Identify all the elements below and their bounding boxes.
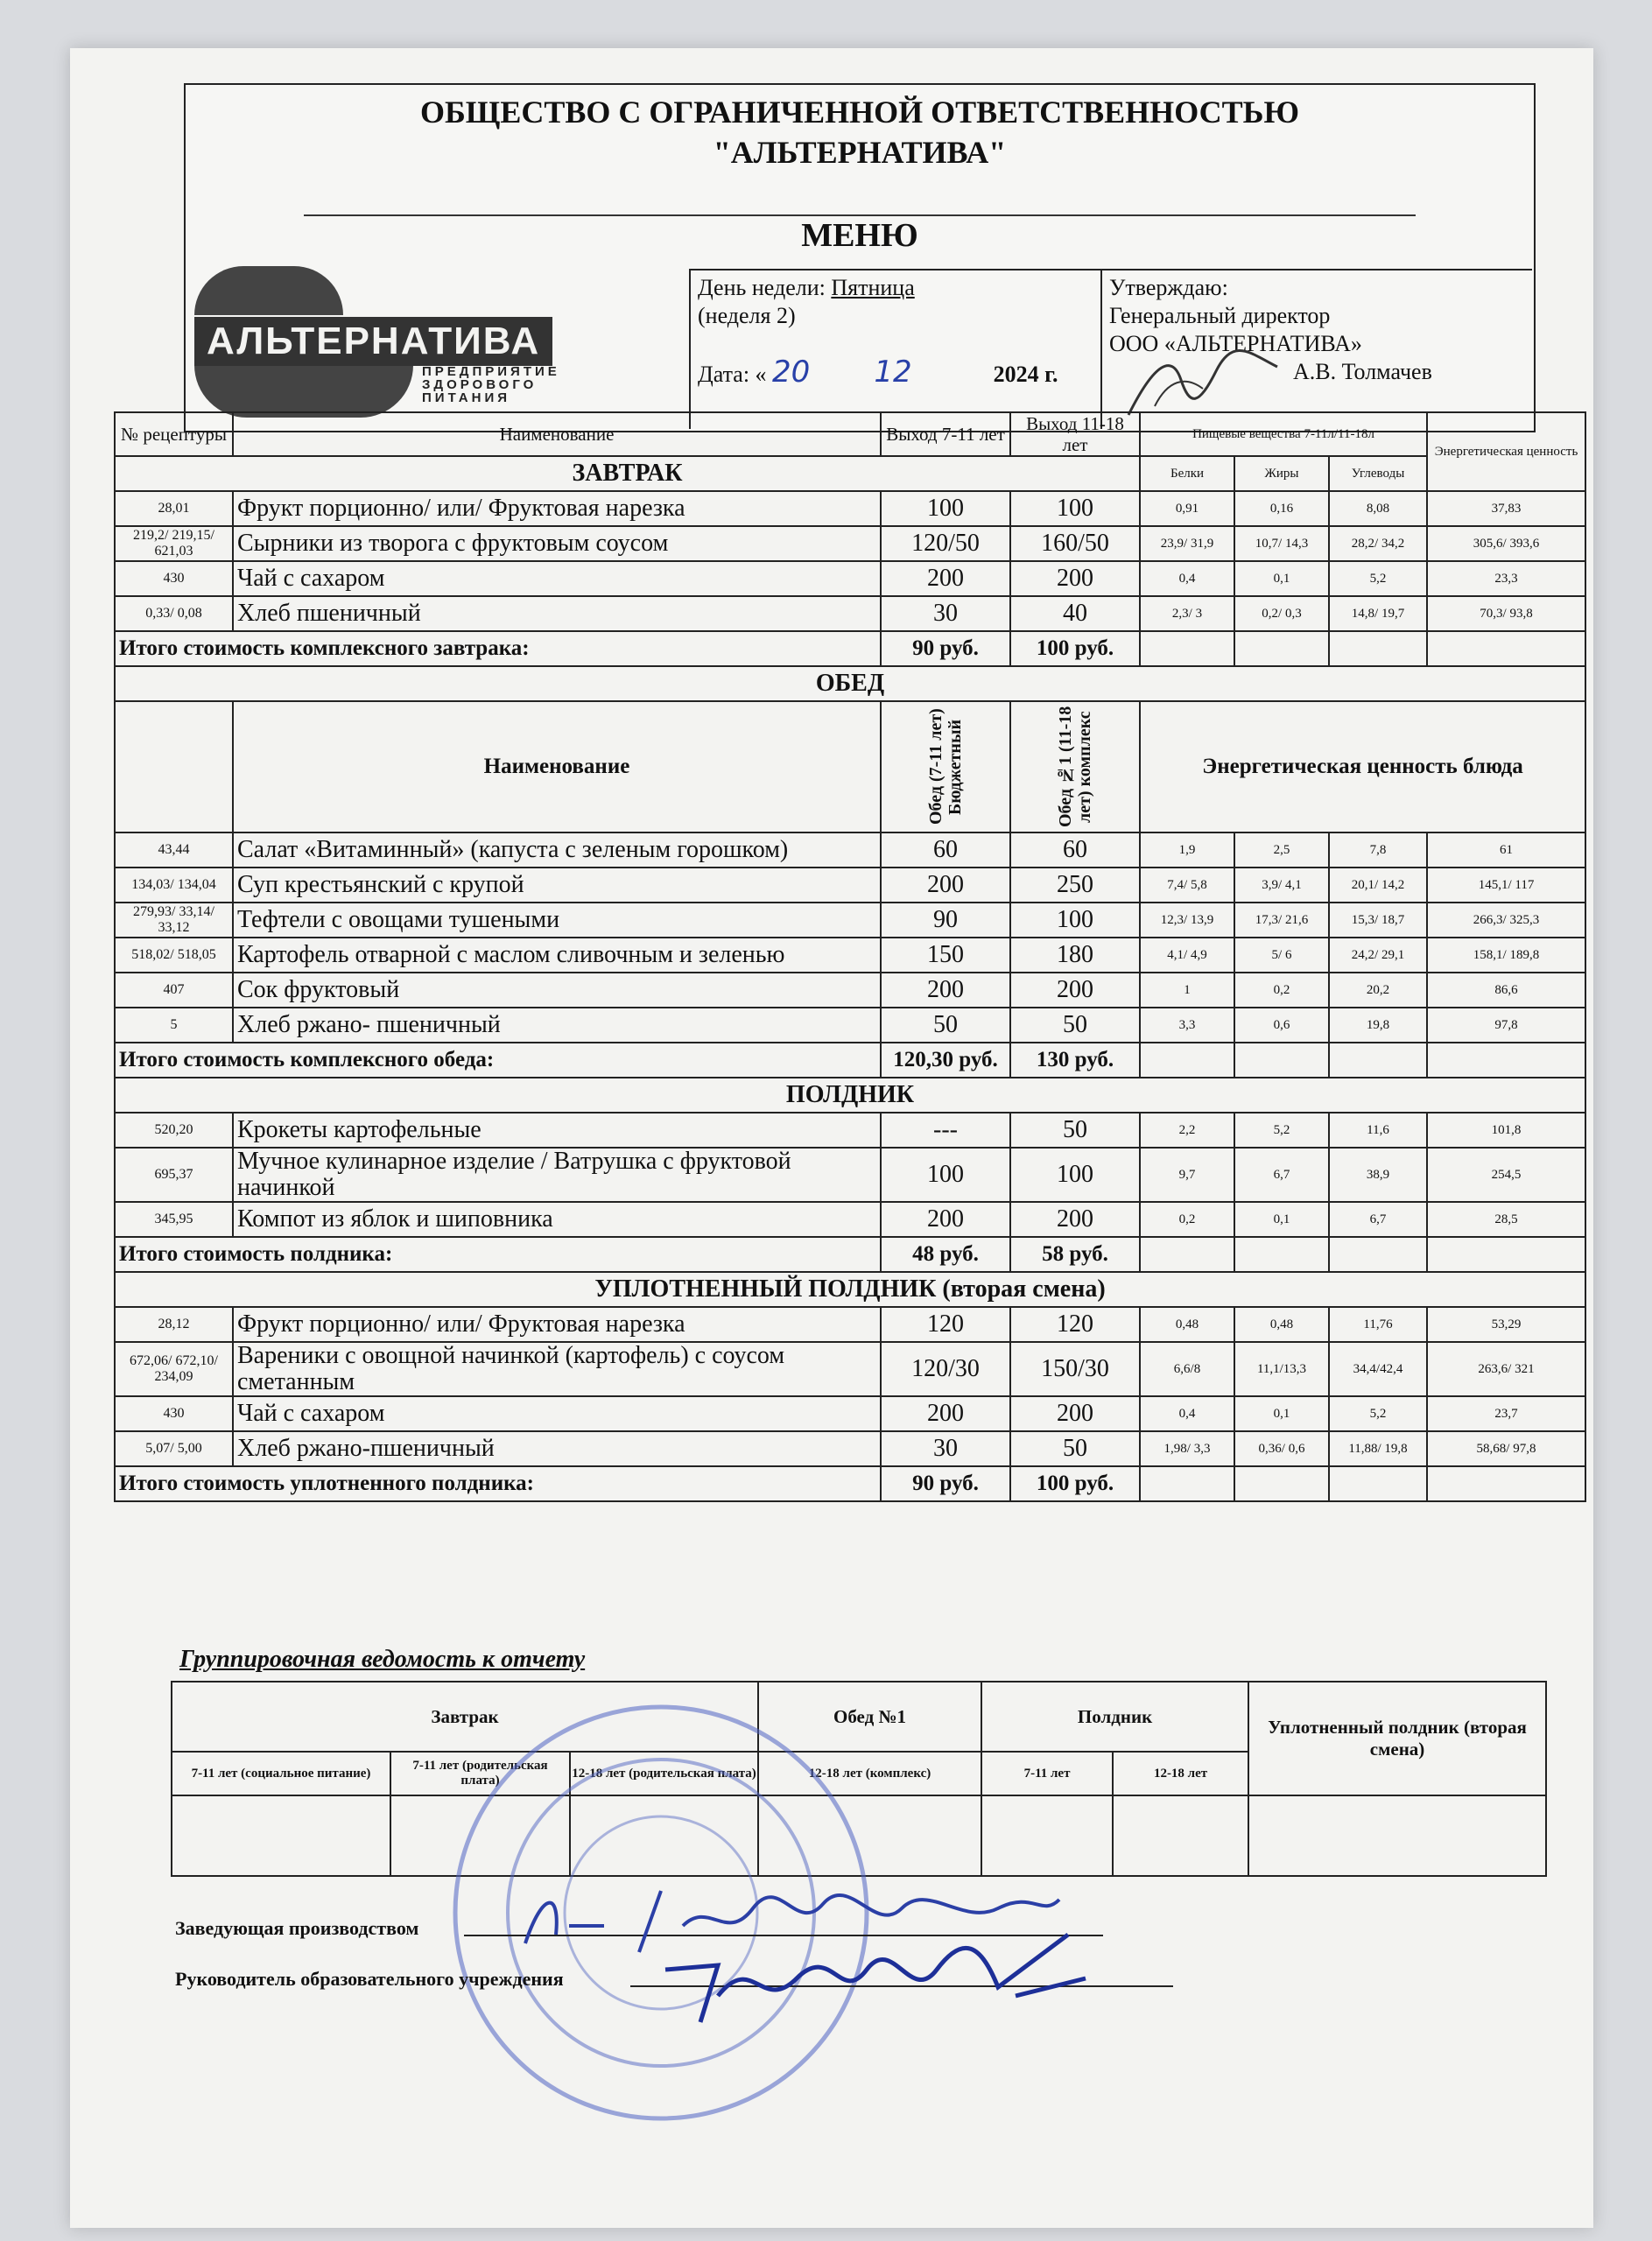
- carbs-value: 15,3/ 18,7: [1329, 903, 1427, 938]
- dense-snack-row: [115, 1307, 1585, 1342]
- company-logo: [186, 264, 689, 429]
- dense-total-7-11: 90 руб.: [881, 1466, 1010, 1501]
- carbs-value: 20,1/ 14,2: [1329, 868, 1427, 903]
- grp-sub-social: 7-11 лет (социальное питание): [172, 1752, 390, 1795]
- lunch-col-energy: Энергетическая ценность блюда: [1140, 701, 1585, 832]
- lunch-row: [115, 868, 1585, 903]
- col-name: Наименование: [233, 412, 881, 456]
- dish-name: Фрукт порционно/ или/ Фруктовая нарезка: [233, 1307, 881, 1342]
- fat-value: 6,7: [1234, 1148, 1329, 1202]
- fat-value: 11,1/13,3: [1234, 1342, 1329, 1396]
- dense-snack-rows: [115, 1307, 1585, 1466]
- dish-name: Крокеты картофельные: [233, 1113, 881, 1148]
- logo-subtitle: ПРЕДПРИЯТИЕ ЗДОРОВОГО ПИТАНИЯ: [422, 364, 560, 405]
- output-7-11: 120/50: [881, 526, 1010, 561]
- grp-sub-parent-7-11: 7-11 лет (родительская плата): [390, 1752, 570, 1795]
- output-7-11: 200: [881, 1202, 1010, 1237]
- breakfast-row: [115, 596, 1585, 631]
- carbs-value: 14,8/ 19,7: [1329, 596, 1427, 631]
- energy-value: 101,8: [1427, 1113, 1585, 1148]
- snack-total-7-11: 48 руб.: [881, 1237, 1010, 1272]
- section-lunch: ОБЕД: [115, 666, 1585, 701]
- energy-value: 145,1/ 117: [1427, 868, 1585, 903]
- protein-value: 2,3/ 3: [1140, 596, 1234, 631]
- dish-name: Хлеб ржано-пшеничный: [233, 1431, 881, 1466]
- protein-value: 9,7: [1140, 1148, 1234, 1202]
- document-header: [184, 83, 1536, 432]
- lunch-row: [115, 973, 1585, 1008]
- dish-name: Сок фруктовый: [233, 973, 881, 1008]
- output-11-18: 60: [1010, 832, 1140, 868]
- output-7-11: 200: [881, 561, 1010, 596]
- grp-sub-snack-7-11: 7-11 лет: [981, 1752, 1113, 1795]
- output-7-11: 30: [881, 596, 1010, 631]
- director-name: А.В. Толмачев: [1293, 359, 1432, 384]
- carbs-value: 6,7: [1329, 1202, 1427, 1237]
- output-7-11: 100: [881, 491, 1010, 526]
- carbs-value: 11,88/ 19,8: [1329, 1431, 1427, 1466]
- breakfast-row: [115, 561, 1585, 596]
- output-11-18: 50: [1010, 1008, 1140, 1043]
- day-value: Пятница: [831, 275, 915, 300]
- protein-value: 1,98/ 3,3: [1140, 1431, 1234, 1466]
- lunch-col-complex: Обед №1 (11-18 лет) комплекс: [1056, 706, 1094, 828]
- dish-name: Мучное кулинарное изделие / Ватрушка с фруктовой начинкой: [233, 1148, 881, 1202]
- recipe-code: 520,20: [115, 1113, 233, 1148]
- protein-value: 3,3: [1140, 1008, 1234, 1043]
- dense-snack-row: [115, 1342, 1585, 1396]
- breakfast-row: [115, 491, 1585, 526]
- recipe-code: 279,93/ 33,14/ 33,12: [115, 903, 233, 938]
- protein-value: 2,2: [1140, 1113, 1234, 1148]
- protein-value: 23,9/ 31,9: [1140, 526, 1234, 561]
- logo-wordmark: АЛЬТЕРНАТИВА: [194, 317, 552, 366]
- section-snack: ПОЛДНИК: [115, 1078, 1585, 1113]
- protein-value: 6,6/8: [1140, 1342, 1234, 1396]
- protein-value: 0,2: [1140, 1202, 1234, 1237]
- output-7-11: 150: [881, 938, 1010, 973]
- week-number: (неделя 2): [698, 303, 796, 328]
- dense-snack-row: [115, 1396, 1585, 1431]
- output-11-18: 100: [1010, 903, 1140, 938]
- grp-dense: Уплотненный полдник (вторая смена): [1248, 1682, 1546, 1795]
- fat-value: 0,16: [1234, 491, 1329, 526]
- carbs-value: 38,9: [1329, 1148, 1427, 1202]
- fat-value: 3,9/ 4,1: [1234, 868, 1329, 903]
- energy-value: 266,3/ 325,3: [1427, 903, 1585, 938]
- energy-value: 37,83: [1427, 491, 1585, 526]
- lunch-col-budget: Обед (7-11 лет) Бюджетный: [926, 708, 965, 825]
- school-head-label: Руководитель образовательного учреждения: [175, 1968, 564, 1990]
- production-head-label: Заведующая производством: [175, 1917, 419, 1939]
- carbs-value: 28,2/ 34,2: [1329, 526, 1427, 561]
- output-7-11: ---: [881, 1113, 1010, 1148]
- output-11-18: 200: [1010, 1202, 1140, 1237]
- carbs-value: 5,2: [1329, 1396, 1427, 1431]
- carbs-value: 19,8: [1329, 1008, 1427, 1043]
- grp-cell: [1248, 1795, 1546, 1876]
- snack-row: [115, 1148, 1585, 1202]
- output-11-18: 120: [1010, 1307, 1140, 1342]
- snack-row: [115, 1202, 1585, 1237]
- energy-value: 61: [1427, 832, 1585, 868]
- dense-snack-row: [115, 1431, 1585, 1466]
- dish-name: Картофель отварной с маслом сливочным и зеленью: [233, 938, 881, 973]
- protein-value: 1,9: [1140, 832, 1234, 868]
- fat-value: 2,5: [1234, 832, 1329, 868]
- recipe-code: 672,06/ 672,10/ 234,09: [115, 1342, 233, 1396]
- recipe-code: 518,02/ 518,05: [115, 938, 233, 973]
- recipe-code: 43,44: [115, 832, 233, 868]
- fat-value: 10,7/ 14,3: [1234, 526, 1329, 561]
- organization-name: ОБЩЕСТВО С ОГРАНИЧЕННОЙ ОТВЕТСТВЕННОСТЬЮ "АЛЬТЕРНАТИВА": [420, 95, 1299, 170]
- protein-value: 0,4: [1140, 561, 1234, 596]
- lunch-total-7-11: 120,30 руб.: [881, 1043, 1010, 1078]
- grp-cell: [1113, 1795, 1248, 1876]
- breakfast-total-label: Итого стоимость комплексного завтрака:: [115, 631, 881, 666]
- fat-value: 0,1: [1234, 1202, 1329, 1237]
- grouping-title: Группировочная ведомость к отчету: [179, 1646, 586, 1673]
- protein-value: 1: [1140, 973, 1234, 1008]
- protein-value: 4,1/ 4,9: [1140, 938, 1234, 973]
- breakfast-row: [115, 526, 1585, 561]
- date-month: 12: [874, 355, 912, 390]
- date-year: 2024 г.: [993, 362, 1058, 387]
- page-title: МЕНЮ: [801, 217, 918, 254]
- output-7-11: 30: [881, 1431, 1010, 1466]
- dish-name: Суп крестьянский с крупой: [233, 868, 881, 903]
- recipe-code: 219,2/ 219,15/ 621,03: [115, 526, 233, 561]
- breakfast-rows: [115, 491, 1585, 631]
- date-field: Дата: « 20 12 2024 г.: [698, 355, 1058, 390]
- date-day: 20: [772, 355, 811, 390]
- fat-value: 17,3/ 21,6: [1234, 903, 1329, 938]
- carbs-value: 20,2: [1329, 973, 1427, 1008]
- grp-sub-snack-12-18: 12-18 лет: [1113, 1752, 1248, 1795]
- col-carbs: Углеводы: [1329, 456, 1427, 491]
- grp-lunch: Обед №1: [758, 1682, 981, 1752]
- recipe-code: 28,01: [115, 491, 233, 526]
- col-recipe-no: № рецептуры: [115, 412, 233, 456]
- output-7-11: 200: [881, 973, 1010, 1008]
- protein-value: 0,4: [1140, 1396, 1234, 1431]
- recipe-code: 695,37: [115, 1148, 233, 1202]
- output-11-18: 150/30: [1010, 1342, 1140, 1396]
- fat-value: 0,2/ 0,3: [1234, 596, 1329, 631]
- recipe-code: 430: [115, 561, 233, 596]
- snack-total-11-18: 58 руб.: [1010, 1237, 1140, 1272]
- fat-value: 0,48: [1234, 1307, 1329, 1342]
- lunch-row: [115, 903, 1585, 938]
- dense-total-11-18: 100 руб.: [1010, 1466, 1140, 1501]
- snack-rows: [115, 1113, 1585, 1237]
- lunch-total-label: Итого стоимость комплексного обеда:: [115, 1043, 881, 1078]
- energy-value: 158,1/ 189,8: [1427, 938, 1585, 973]
- output-7-11: 60: [881, 832, 1010, 868]
- output-7-11: 200: [881, 868, 1010, 903]
- recipe-code: 28,12: [115, 1307, 233, 1342]
- lunch-rows: [115, 832, 1585, 1043]
- output-7-11: 120/30: [881, 1342, 1010, 1396]
- protein-value: 7,4/ 5,8: [1140, 868, 1234, 903]
- snack-total-label: Итого стоимость полдника:: [115, 1237, 881, 1272]
- lunch-row: [115, 938, 1585, 973]
- output-11-18: 50: [1010, 1431, 1140, 1466]
- output-11-18: 200: [1010, 1396, 1140, 1431]
- fat-value: 0,6: [1234, 1008, 1329, 1043]
- output-11-18: 200: [1010, 561, 1140, 596]
- breakfast-total-7-11: 90 руб.: [881, 631, 1010, 666]
- grp-cell: [172, 1795, 390, 1876]
- menu-table: [114, 411, 1586, 1502]
- protein-value: 0,91: [1140, 491, 1234, 526]
- grp-sub-complex: 12-18 лет (комплекс): [758, 1752, 981, 1795]
- lunch-total-11-18: 130 руб.: [1010, 1043, 1140, 1078]
- carbs-value: 11,6: [1329, 1113, 1427, 1148]
- dish-name: Салат «Витаминный» (капуста с зеленым горошком): [233, 832, 881, 868]
- output-7-11: 200: [881, 1396, 1010, 1431]
- energy-value: 263,6/ 321: [1427, 1342, 1585, 1396]
- output-11-18: 40: [1010, 596, 1140, 631]
- dish-name: Чай с сахаром: [233, 561, 881, 596]
- snack-row: [115, 1113, 1585, 1148]
- fat-value: 0,36/ 0,6: [1234, 1431, 1329, 1466]
- day-of-week-box: День недели: Пятница (неделя 2) Дата: « 20 12 2024 г.: [689, 269, 1100, 429]
- col-protein: Белки: [1140, 456, 1234, 491]
- recipe-code: 134,03/ 134,04: [115, 868, 233, 903]
- carbs-value: 5,2: [1329, 561, 1427, 596]
- dish-name: Вареники с овощной начинкой (картофель) с соусом сметанным: [233, 1342, 881, 1396]
- recipe-code: 0,33/ 0,08: [115, 596, 233, 631]
- recipe-code: 5: [115, 1008, 233, 1043]
- lunch-row: [115, 1008, 1585, 1043]
- output-7-11: 50: [881, 1008, 1010, 1043]
- carbs-value: 34,4/42,4: [1329, 1342, 1427, 1396]
- output-11-18: 160/50: [1010, 526, 1140, 561]
- output-11-18: 200: [1010, 973, 1140, 1008]
- col-nutrients: Пищевые вещества 7-11л/11-18л: [1140, 412, 1427, 456]
- fat-value: 0,1: [1234, 1396, 1329, 1431]
- dish-name: Компот из яблок и шиповника: [233, 1202, 881, 1237]
- output-11-18: 100: [1010, 1148, 1140, 1202]
- output-7-11: 120: [881, 1307, 1010, 1342]
- recipe-code: 345,95: [115, 1202, 233, 1237]
- fat-value: 5/ 6: [1234, 938, 1329, 973]
- dish-name: Чай с сахаром: [233, 1396, 881, 1431]
- dish-name: Хлеб пшеничный: [233, 596, 881, 631]
- school-head-signature: [648, 1917, 1103, 2040]
- grp-breakfast: Завтрак: [172, 1682, 758, 1752]
- dish-name: Хлеб ржано- пшеничный: [233, 1008, 881, 1043]
- output-7-11: 100: [881, 1148, 1010, 1202]
- energy-value: 23,7: [1427, 1396, 1585, 1431]
- fat-value: 5,2: [1234, 1113, 1329, 1148]
- energy-value: 53,29: [1427, 1307, 1585, 1342]
- col-out-11-18: Выход 11-18 лет: [1010, 412, 1140, 456]
- dish-name: Тефтели с овощами тушеными: [233, 903, 881, 938]
- section-dense-snack: УПЛОТНЕННЫЙ ПОЛДНИК (вторая смена): [115, 1272, 1585, 1307]
- col-out-7-11: Выход 7-11 лет: [881, 412, 1010, 456]
- section-breakfast: ЗАВТРАК: [115, 456, 1140, 491]
- output-11-18: 180: [1010, 938, 1140, 973]
- energy-value: 70,3/ 93,8: [1427, 596, 1585, 631]
- carbs-value: 8,08: [1329, 491, 1427, 526]
- energy-value: 97,8: [1427, 1008, 1585, 1043]
- carbs-value: 7,8: [1329, 832, 1427, 868]
- energy-value: 86,6: [1427, 973, 1585, 1008]
- energy-value: 254,5: [1427, 1148, 1585, 1202]
- output-7-11: 90: [881, 903, 1010, 938]
- grp-sub-parent-12-18: 12-18 лет (родительская плата): [570, 1752, 758, 1795]
- dish-name: Фрукт порционно/ или/ Фруктовая нарезка: [233, 491, 881, 526]
- lunch-col-name: Наименование: [233, 701, 881, 832]
- recipe-code: 430: [115, 1396, 233, 1431]
- breakfast-total-11-18: 100 руб.: [1010, 631, 1140, 666]
- protein-value: 12,3/ 13,9: [1140, 903, 1234, 938]
- col-fat: Жиры: [1234, 456, 1329, 491]
- grp-snack: Полдник: [981, 1682, 1248, 1752]
- recipe-code: 5,07/ 5,00: [115, 1431, 233, 1466]
- carbs-value: 24,2/ 29,1: [1329, 938, 1427, 973]
- dish-name: Сырники из творога с фруктовым соусом: [233, 526, 881, 561]
- dense-total-label: Итого стоимость уплотненного полдника:: [115, 1466, 881, 1501]
- fat-value: 0,2: [1234, 973, 1329, 1008]
- output-11-18: 100: [1010, 491, 1140, 526]
- energy-value: 23,3: [1427, 561, 1585, 596]
- recipe-code: 407: [115, 973, 233, 1008]
- col-energy: Энергетическая ценность: [1427, 412, 1585, 491]
- output-11-18: 250: [1010, 868, 1140, 903]
- energy-value: 28,5: [1427, 1202, 1585, 1237]
- fat-value: 0,1: [1234, 561, 1329, 596]
- output-11-18: 50: [1010, 1113, 1140, 1148]
- lunch-row: [115, 832, 1585, 868]
- approval-box: Утверждаю: Генеральный директор ООО «АЛЬТЕРНАТИВА» А.В. Толмачев: [1100, 269, 1532, 429]
- energy-value: 58,68/ 97,8: [1427, 1431, 1585, 1466]
- grp-cell: [981, 1795, 1113, 1876]
- protein-value: 0,48: [1140, 1307, 1234, 1342]
- energy-value: 305,6/ 393,6: [1427, 526, 1585, 561]
- carbs-value: 11,76: [1329, 1307, 1427, 1342]
